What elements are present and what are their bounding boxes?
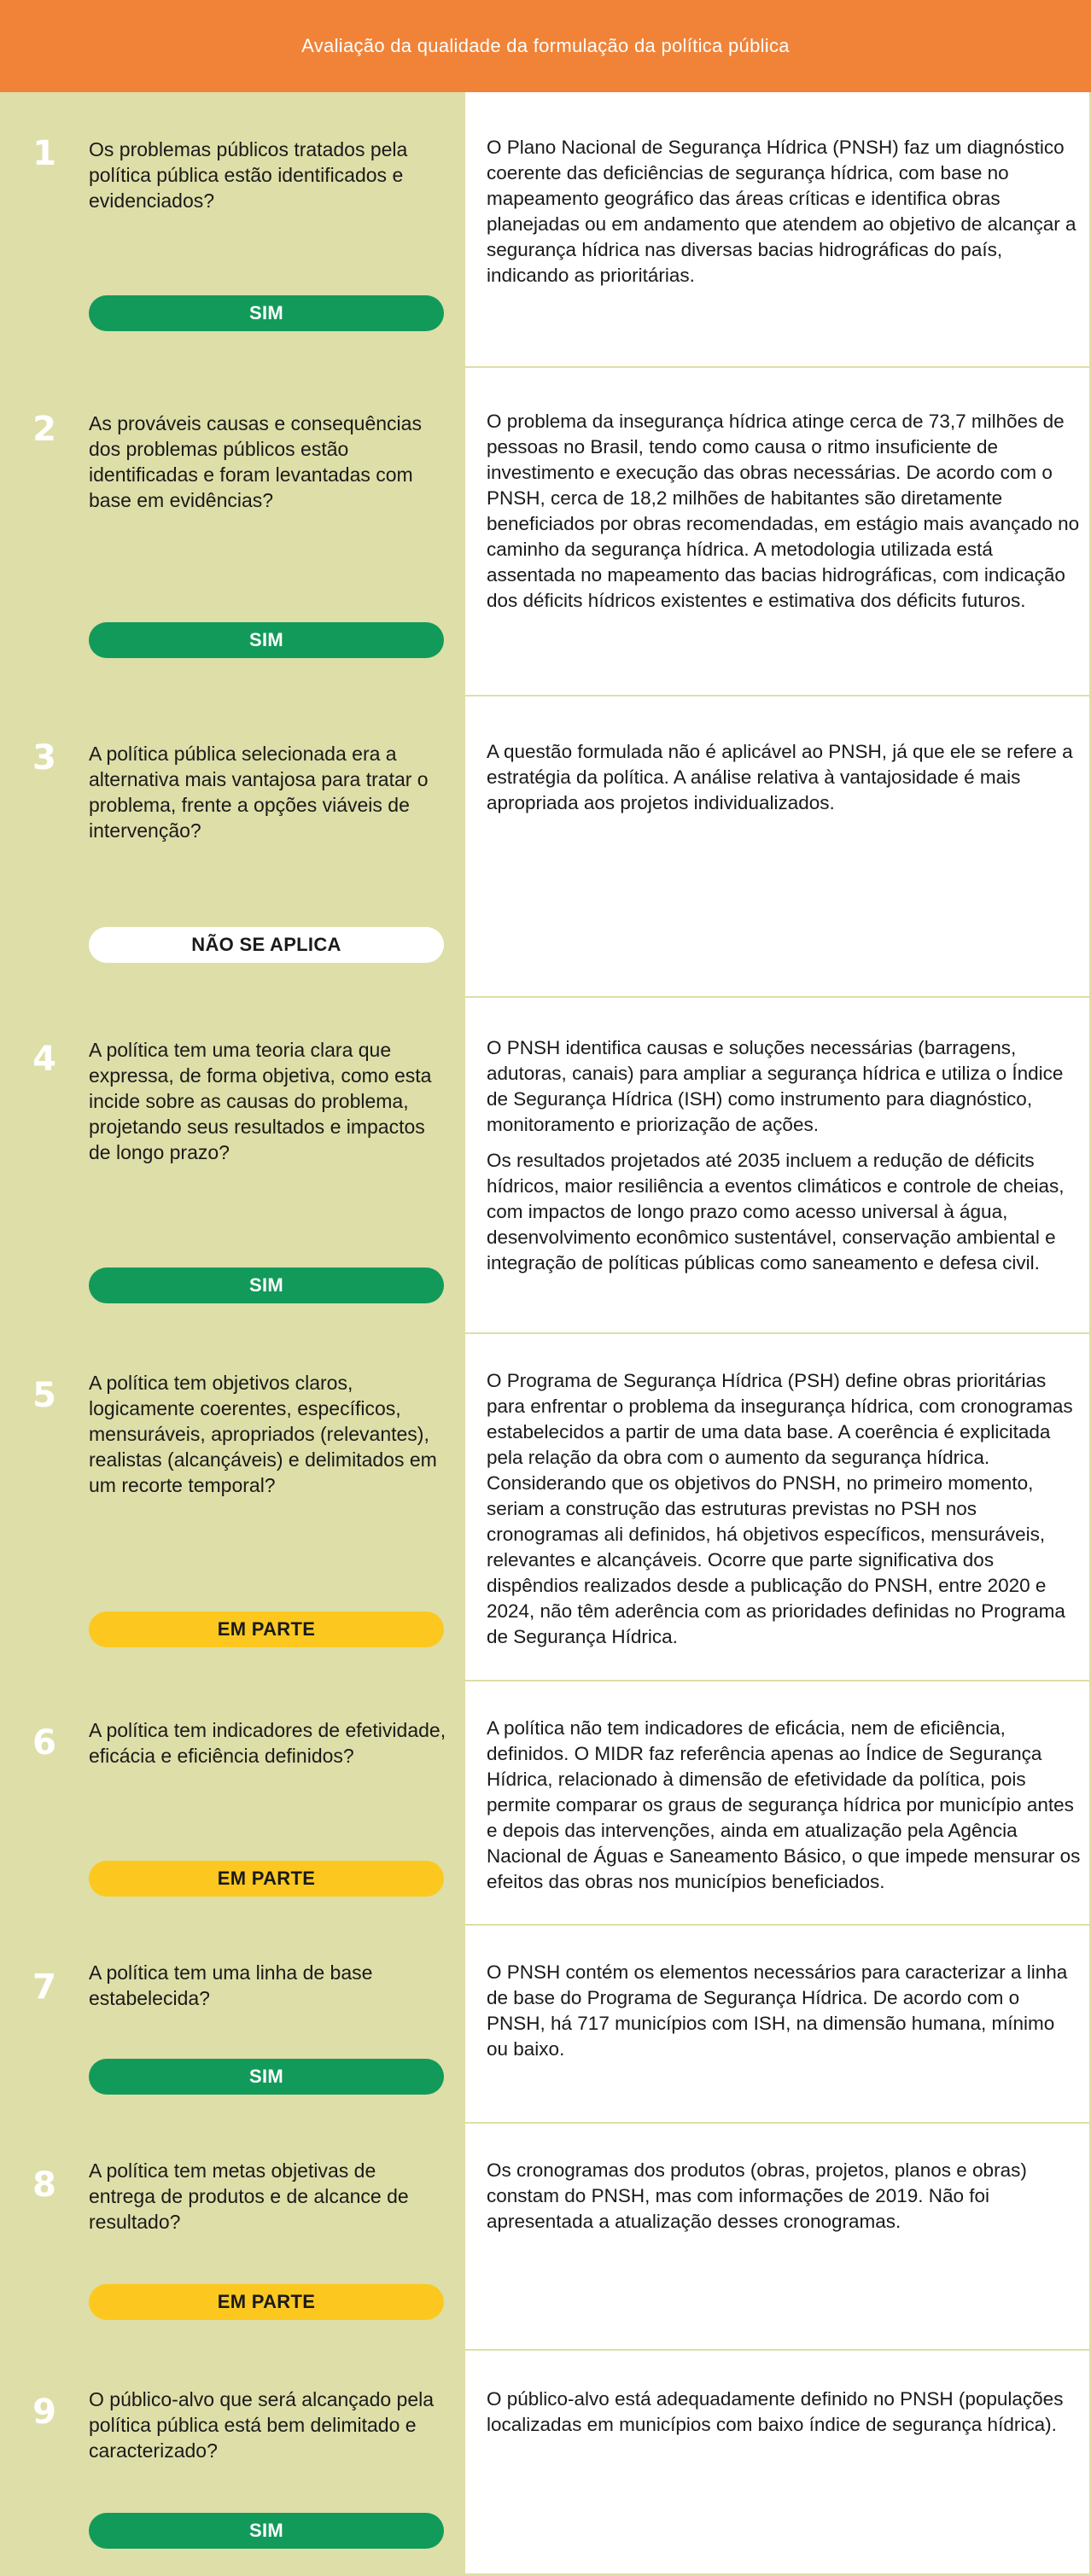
answer-paragraph: O Programa de Segurança Hídrica (PSH) define obras prioritárias para enfrentar o problema da insegurança hídrica, com cronogramas estabelecidos a partir de uma data base. A coerência é explicitada pela relação da obra com o aumento da segurança hídrica. Considerando que os objetivos do PNSH, no primeiro momento, seriam a construção das estruturas previstas no PSH nos cronogramas ali definidos, há objetivos específicos, mensuráveis, relevantes e alcançáveis. Ocorre que parte significativa dos dispêndios realizados desde a publicação do PNSH, entre 2020 e 2024, não têm aderência com as prioridades definidas no Programa de Segurança Hídrica.	[487, 1370, 1073, 1647]
evaluation-row-5	[0, 1334, 1091, 1681]
status-badge: SIM	[89, 622, 444, 658]
item-number: 9	[32, 2392, 56, 2432]
answer-text	[487, 409, 1081, 624]
answer-paragraph: O público-alvo está adequadamente definido no PNSH (populações localizadas em municípios com baixo índice de segurança hídrica).	[487, 2388, 1064, 2435]
question-text: A política tem indicadores de efetividade, eficácia e eficiência definidos?	[89, 1719, 446, 1767]
question-text: A política tem objetivos claros, logicamente coerentes, específicos, mensuráveis, apropriados (relevantes), realistas (alcançáveis) e delimitados em um recorte temporal?	[89, 1372, 437, 1496]
item-number: 7	[32, 1967, 56, 2007]
evaluation-row-3	[0, 696, 1091, 998]
status-badge: EM PARTE	[89, 1861, 444, 1897]
evaluation-row-1	[0, 92, 1091, 368]
answer-cell	[465, 2351, 1091, 2575]
item-number: 8	[32, 2165, 56, 2205]
answer-text	[487, 1960, 1081, 2072]
answer-paragraph: A questão formulada não é aplicável ao PNSH, já que ele se refere a estratégia da política. A análise relativa à vantajosidade é mais apropriada aos projetos individualizados.	[487, 741, 1073, 813]
answer-paragraph: Os resultados projetados até 2035 incluem a redução de déficits hídricos, maior resiliência a eventos climáticos e controle de cheias, com impactos de longo prazo como acesso universal à água, desenvolvimento econômico sustentável, conservação ambiental e integração de políticas públicas como saneamento e defesa civil.	[487, 1150, 1065, 1273]
question-text: A política tem uma linha de base estabelecida?	[89, 1961, 373, 2009]
answer-text	[487, 739, 1081, 826]
question-text: A política pública selecionada era a alternativa mais vantajosa para tratar o problema, frente a opções viáveis de intervenção?	[89, 743, 429, 842]
question-text: A política tem metas objetivas de entrega de produtos e de alcance de resultado?	[89, 2159, 409, 2233]
status-badge: NÃO SE APLICA	[89, 927, 444, 963]
answer-text	[487, 1035, 1081, 1286]
answer-text	[487, 2387, 1081, 2448]
question-text: As prováveis causas e consequências dos problemas públicos estão identificadas e foram levantadas com base em evidências?	[89, 412, 422, 511]
evaluation-row-9	[0, 2351, 1091, 2575]
item-number: 5	[32, 1376, 56, 1415]
question-text: Os problemas públicos tratados pela política pública estão identificados e evidenciados?	[89, 138, 408, 212]
evaluation-row-2	[0, 368, 1091, 696]
status-badge: SIM	[89, 2513, 444, 2549]
answer-paragraph: O PNSH identifica causas e soluções necessárias (barragens, adutoras, canais) para ampliar a segurança hídrica e utiliza o Índice de Segurança Hídrica (ISH) como instrumento para diagnóstico, monitoramento e priorização de ações.	[487, 1037, 1064, 1135]
item-number: 6	[32, 1723, 56, 1763]
evaluation-row-7	[0, 1926, 1091, 2124]
answer-text	[487, 1716, 1081, 1905]
evaluation-row-8	[0, 2124, 1091, 2351]
item-number: 1	[32, 134, 56, 173]
status-badge: EM PARTE	[89, 1611, 444, 1647]
answer-paragraph: A política não tem indicadores de eficácia, nem de eficiência, definidos. O MIDR faz referência apenas ao Índice de Segurança Hídrica, relacionado à dimensão de efetividade da política, pois permite comparar os graus de segurança hídrica por município antes e depois das intervenções, ainda em atualização pela Agência Nacional de Águas e Saneamento Básico, o que impede mensurar os efeitos das obras nos municípios beneficiados.	[487, 1717, 1081, 1892]
item-number: 3	[32, 738, 56, 778]
page-title: Avaliação da qualidade da formulação da política pública	[301, 35, 790, 56]
status-badge: SIM	[89, 1268, 444, 1303]
evaluation-row-4	[0, 998, 1091, 1334]
answer-paragraph: O PNSH contém os elementos necessários para caracterizar a linha de base do Programa de Segurança Hídrica. De acordo com o PNSH, há 717 municípios com ISH, na dimensão humana, mínimo ou baixo.	[487, 1961, 1068, 2060]
evaluation-row-6	[0, 1681, 1091, 1926]
status-badge: EM PARTE	[89, 2284, 444, 2320]
item-number: 2	[32, 410, 56, 449]
status-badge: SIM	[89, 295, 444, 331]
status-badge: SIM	[89, 2059, 444, 2095]
answer-paragraph: O problema da insegurança hídrica atinge cerca de 73,7 milhões de pessoas no Brasil, tendo como causa o ritmo insuficiente de investimento e execução das obras necessárias. De acordo com o PNSH, cerca de 18,2 milhões de habitantes são diretamente beneficiados por obras recomendadas, em estágio mais avançado no caminho da segurança hídrica. A metodologia utilizada está assentada no mapeamento das bacias hidrográficas, com indicação dos déficits hídricos existentes e estimativa dos déficits futuros.	[487, 411, 1080, 611]
answer-paragraph: Os cronogramas dos produtos (obras, projetos, planos e obras) constam do PNSH, mas com informações de 2019. Não foi apresentada a atualização desses cronogramas.	[487, 2159, 1027, 2232]
answer-text	[487, 1368, 1081, 1660]
question-text: O público-alvo que será alcançado pela política pública está bem delimitado e caracterizado?	[89, 2388, 435, 2462]
answer-paragraph: O Plano Nacional de Segurança Hídrica (PNSH) faz um diagnóstico coerente das deficiências de segurança hídrica, com base no mapeamento geográfico das áreas críticas e identifica obras planejadas ou em andamento que atendem ao objetivo de alcançar a segurança hídrica nas diversas bacias hidrográficas do país, indicando as prioritárias.	[487, 137, 1076, 286]
item-number: 4	[32, 1040, 56, 1079]
answer-text	[487, 2158, 1081, 2245]
answer-text	[487, 135, 1081, 299]
page-header	[0, 0, 1091, 92]
question-text: A política tem uma teoria clara que expressa, de forma objetiva, como esta incide sobre as causas do problema, projetando seus resultados e impactos de longo prazo?	[89, 1039, 432, 1163]
